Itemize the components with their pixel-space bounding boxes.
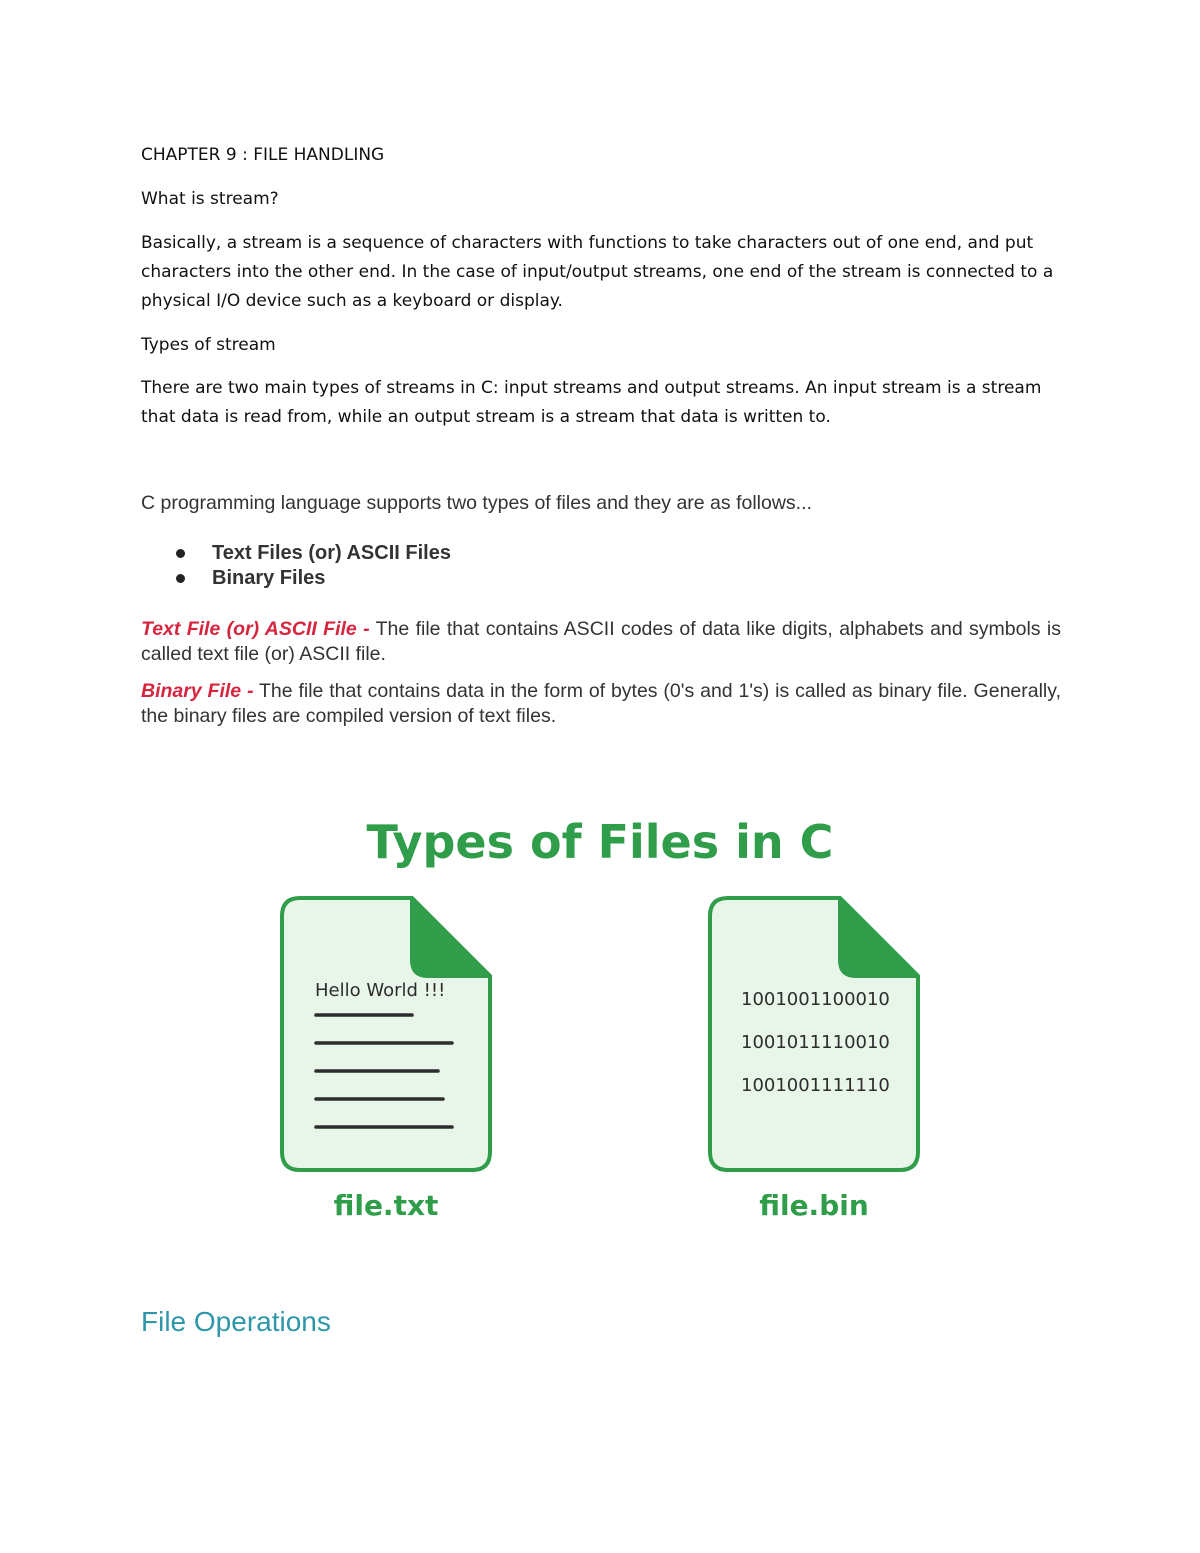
binary-line: 1001011110010 (741, 1032, 890, 1053)
section-heading: File Operations (141, 1306, 331, 1337)
list-item: Text Files (or) ASCII Files (170, 541, 451, 566)
text-file-icon (282, 898, 490, 1170)
figure-title: Types of Files in C (366, 815, 834, 869)
stream-question: What is stream? (141, 189, 279, 209)
binary-line: 1001001111110 (741, 1075, 890, 1096)
text-file-description: The file that contains ASCII codes of data like digits, alphabets and symbols is called text file (or) ASCII file. (141, 618, 1061, 665)
types-text: There are two main types of streams in C: input streams and output streams. An input stream is a stream that data is read from, while an output stream is a stream that data is written to. (141, 378, 1042, 427)
text-doc-content: Hello World !!! (315, 980, 446, 1001)
binary-file-description: The file that contains data in the form of bytes (0's and 1's) is called as binary file. Generally, the binary files are compiled version of text files. (141, 680, 1061, 727)
binary-file-icon (710, 898, 918, 1170)
binary-doc-caption: file.bin (759, 1189, 869, 1222)
binary-file-term: Binary File - (141, 680, 254, 702)
file-types-intro: C programming language supports two types of files and they are as follows... (141, 492, 812, 514)
list-item: Binary Files (170, 566, 451, 591)
types-heading: Types of stream (141, 335, 276, 355)
chapter-title: CHAPTER 9 : FILE HANDLING (141, 145, 385, 165)
binary-line: 1001001100010 (741, 989, 890, 1010)
text-doc-caption: file.txt (333, 1189, 439, 1222)
stream-definition: Basically, a stream is a sequence of characters with functions to take characters out of one end, and put characters into the other end. In the case of input/output streams, one end of the stream is connected to a physical I/O device such as a keyboard or display. (141, 233, 1054, 311)
text-file-term: Text File (or) ASCII File - (141, 618, 370, 640)
